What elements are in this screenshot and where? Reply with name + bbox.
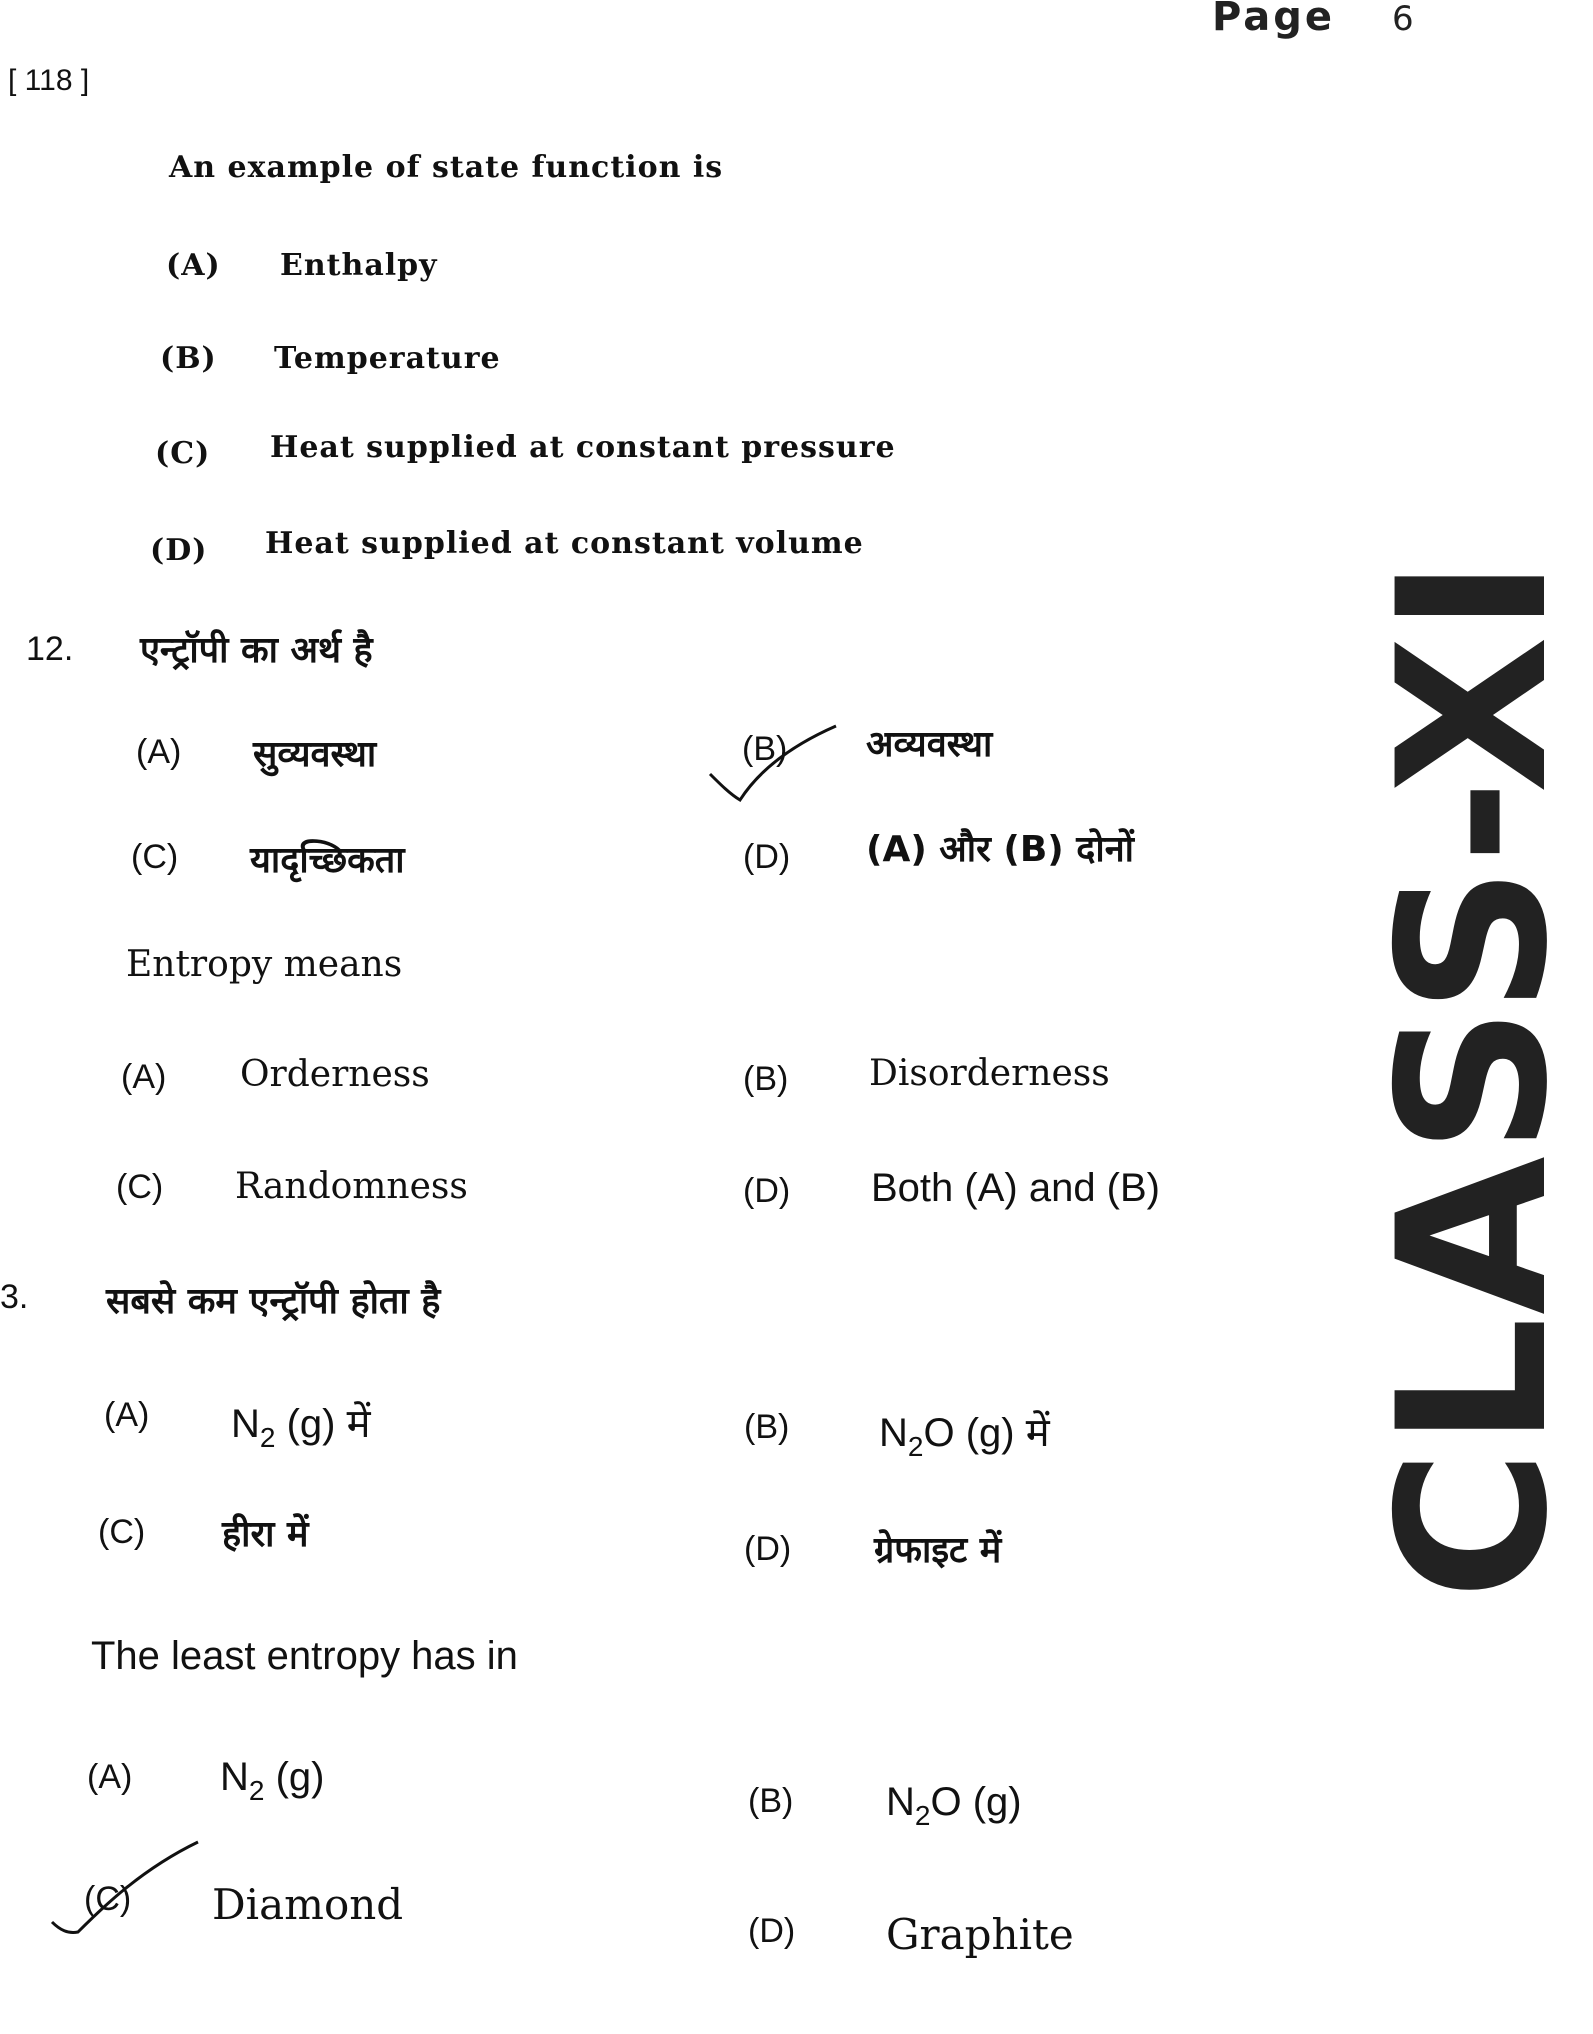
q12-en-option-a-label: (A) <box>121 1058 167 1096</box>
q13-en-option-a-label: (A) <box>87 1758 133 1796</box>
q12-en-option-d-text: Both (A) and (B) <box>871 1166 1161 1210</box>
q13-en-option-d-text: Graphite <box>886 1910 1074 1959</box>
q12-hi-option-c-text: यादृच्छिकता <box>250 840 405 881</box>
q12-en-option-a-text: Orderness <box>240 1054 430 1095</box>
checkmark-icon <box>708 722 838 802</box>
q13-hi-option-a-text <box>231 1394 371 1454</box>
q11-option-b-label: (B) <box>160 341 217 376</box>
q12-en-option-c-text: Randomness <box>235 1166 468 1207</box>
q13-en-option-c-text: Diamond <box>212 1880 404 1929</box>
q12-hi-option-b-text: अव्यवस्था <box>866 724 993 765</box>
page-number: 6 <box>1391 0 1417 39</box>
q12-en-option-d-label: (D) <box>743 1172 791 1210</box>
q13-hi-option-d-label: (D) <box>744 1530 792 1568</box>
q12-hi-option-a-text: सुव्यवस्था <box>253 734 377 775</box>
q12-hi-option-c-label: (C) <box>131 838 179 876</box>
q11-option-d-label: (D) <box>150 533 208 568</box>
formula-suffix: (g) <box>264 1755 325 1799</box>
q13-hi-option-b-label: (B) <box>744 1408 790 1446</box>
q11-option-c-label: (C) <box>155 436 211 471</box>
q12-hi-option-d-label: (D) <box>743 838 791 876</box>
q13-en-option-d-label: (D) <box>748 1912 796 1950</box>
question-13-stem-english: The least entropy has in <box>91 1634 518 1678</box>
formula-suffix: (g) में <box>275 1402 371 1446</box>
q11-option-b-text: Temperature <box>274 341 501 376</box>
page-header <box>1212 0 1417 40</box>
checkmark-icon <box>50 1840 200 1940</box>
q12-en-option-b-label: (B) <box>743 1060 789 1098</box>
q13-hi-option-a-label: (A) <box>104 1396 150 1434</box>
formula-suffix: O (g) <box>930 1780 1022 1824</box>
q13-hi-option-c-label: (C) <box>98 1513 146 1551</box>
page-reference: [ 118 ] <box>8 64 90 97</box>
q12-en-option-c-label: (C) <box>116 1168 164 1206</box>
q13-en-option-c-label: (C) <box>84 1880 132 1918</box>
q12-hi-option-d-text: (A) और (B) दोनों <box>866 829 1135 870</box>
q12-hi-option-b-label: (B) <box>742 730 788 768</box>
q12-hi-option-a-label: (A) <box>136 733 182 771</box>
q11-option-d-text: Heat supplied at constant volume <box>265 526 864 561</box>
q13-hi-option-c-text: हीरा में <box>222 1514 309 1555</box>
q13-hi-option-b-text <box>879 1403 1050 1463</box>
question-13-stem-hindi: सबसे कम एन्ट्रॉपी होता है <box>106 1281 441 1322</box>
question-12-number: 12. <box>26 630 74 668</box>
q13-hi-option-d-text: ग्रेफाइट में <box>874 1530 1002 1571</box>
q13-en-option-a-text <box>220 1755 324 1807</box>
question-11-stem: An example of state function is <box>169 150 724 185</box>
q11-option-a-label: (A) <box>166 248 221 283</box>
formula-text: N <box>220 1755 249 1799</box>
question-13-number: 3. <box>0 1278 29 1316</box>
formula-subscript: 2 <box>907 1430 924 1462</box>
formula-text: N <box>886 1780 915 1824</box>
formula-subscript: 2 <box>248 1774 265 1806</box>
formula-subscript: 2 <box>914 1799 931 1831</box>
q13-en-option-b-text <box>886 1780 1022 1832</box>
question-12-stem-english: Entropy means <box>126 944 403 985</box>
q12-en-option-b-text: Disorderness <box>869 1053 1110 1094</box>
page-label: Page <box>1212 0 1335 40</box>
side-stamp: CLASS-XI <box>1355 555 1593 1600</box>
question-12-stem-hindi: एन्ट्रॉपी का अर्थ है <box>140 630 373 671</box>
formula-text: N <box>231 1402 260 1446</box>
formula-text: N <box>879 1411 908 1455</box>
formula-subscript: 2 <box>259 1421 276 1453</box>
q11-option-c-text: Heat supplied at constant pressure <box>270 430 896 465</box>
formula-suffix: O (g) में <box>923 1411 1050 1455</box>
q11-option-a-text: Enthalpy <box>280 248 438 283</box>
q13-en-option-b-label: (B) <box>748 1782 794 1820</box>
